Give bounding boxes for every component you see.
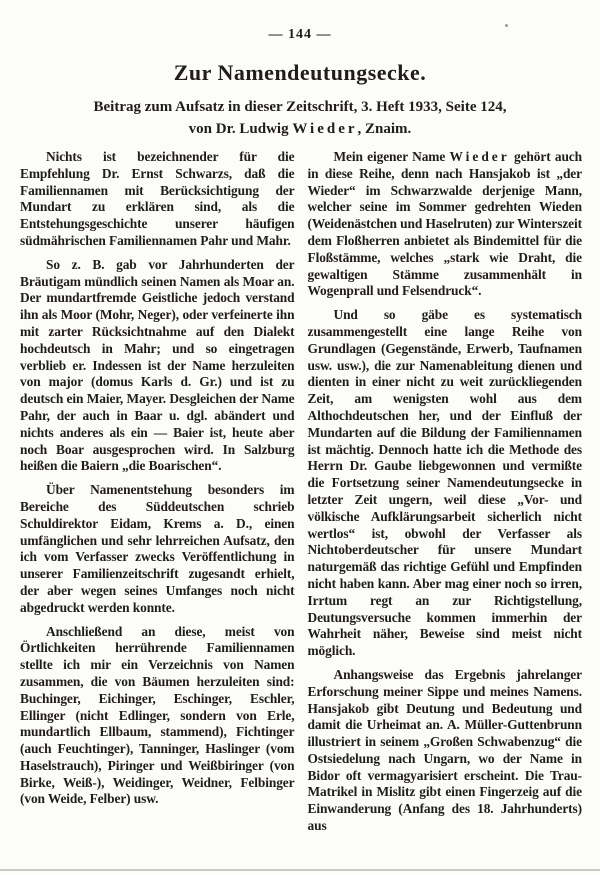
article-byline: [0, 119, 600, 140]
paragraph: [308, 149, 583, 300]
paragraph: Nichts ist bezeichnender für die Empfehlung Dr. Ernst Schwarzs, daß die Familiennamen mit Berücksichtigung der Mundart zu erklären sind, als die Entstehungsgeschichte unserer häufigen südmährischen Familiennamen Pahr und Mahr.: [20, 149, 295, 248]
paragraph: Und so gäbe es systematisch zusammengestellt eine lange Reihe von Grundlagen (Gegenstände, Erwerb, Taufnamen usw. usw.), die zur Namenableitung dienen und dienten in einer nicht zu weit zurückliegenden Zeit, am wenigsten wohl aus dem Althochdeutschen her, und der Einfluß der Mundarten auf die Bildung der Familiennamen ist mächtig. Dennoch hatte ich die Methode des Herrn Dr. Gaube liebgewonnen und vermißte die Fortsetzung seiner Namendeutungsecke in letzter Zeit ungern, weil diese „Vor- und völkische Aufklärungsarbeit sicherlich nicht wertlos“ ist, obwohl der Verfasser als Nichtoberdeutscher für unsere Mundart naturgemäß das richtige Gefühl und Empfinden nicht haben kann. Aber mag einer noch so irren, Irrtum regt an zur Richtigstellung, Deutungsversuche kommen immerhin der Wahrheit näher, Beweise sind meist nicht möglich.: [307, 307, 582, 659]
scan-edge-line: [0, 869, 600, 871]
author-name: Wieder: [292, 121, 358, 137]
paragraph-text: gehört auch in diese Reihe, denn nach Hansjakob ist „der Wieder“ im Schwarzwalde derjenige Mann, welcher seine im Sommer gedrehten Wieden (Weidenästchen und Haselruten) zur Winterszeit dem Floßherren anbietet als Bindemittel für die Floßstämme, welches „stark wie Draht, die gewaltigen Stämme zusammenhält in Wogenprall und Felsendruck“.: [307, 149, 582, 299]
article-subtitle: Beitrag zum Aufsatz in dieser Zeitschrift, 3. Heft 1933, Seite 124,: [93, 99, 507, 115]
scan-artifact-speck: [505, 24, 508, 27]
byline-prefix: von Dr. Ludwig: [188, 121, 293, 137]
article-title: Zur Namendeutungsecke.: [173, 60, 427, 85]
byline-suffix: , Znaim.: [357, 121, 412, 137]
paragraph: So z. B. gab vor Jahrhunderten der Bräutigam mündlich seinen Namen als Moar an. Der mundartfremde Geistliche jedoch verstand ihn als Moor (Mohr, Neger), oder verfeinerte ihn mit zarter Rücksichtnahme auf den Dialekt hochdeutsch in Mahr; und so eingetragen verblieb er. Indessen ist der Name herzuleiten von major (domus Karls d. Gr.) und ist zu deutsch ein Maier, Mayer. Desgleichen der Name Pahr, der auch in Baar u. dgl. abändert und nichts anderes als ein — Baier ist, heute aber noch Boar ausgesprochen wird. In Salzburg heißen die Baiern „die Boarischen“.: [20, 256, 295, 474]
paragraph: Anhangsweise das Ergebnis jahrelanger Erforschung meiner Sippe und meines Namens. Hansjakob gibt Deutung und Bedeutung und damit die Urheimat an. A. Müller-Guttenbrunn illustriert in seinem „Großen Schwabenzug“ die Ostsiedelung nach Ungarn, wo der Name in Bidor oft vermagyarisiert erscheint. Die Trau-Matrikel in Mislitz gibt einen Fingerzeig auf die Einwanderung (Anfang des 18. Jahrhunderts) aus: [307, 666, 582, 834]
page-number: — 144 —: [268, 27, 332, 42]
two-column-body: [0, 140, 600, 835]
paragraph: Anschließend an diese, meist von Örtlichkeiten herrührende Familiennamen stellte ich mir ein Verzeichnis von Namen zusammen, die von Bäumen herzuleiten sind: Buchinger, Eichinger, Eschinger, Eschler, Ellinger (nicht Edlinger, sondern von Erle, mundartlich Ellbaum, stammend), Fichtinger (auch Feuchtinger), Tanninger, Haslinger (vom Haselstrauch), Piringer und Weißbiringer (von Birke, Weiß-), Weidinger, Weidner, Felbinger (von Weide, Felber) usw.: [20, 623, 295, 807]
left-column: [20, 149, 295, 835]
author-name-spaced: Wieder: [449, 149, 510, 164]
paragraph-text: Mein eigener Name: [333, 149, 450, 164]
paragraph: Über Namenentstehung besonders im Bereiche des Süddeutschen schrieb Schuldirektor Eidam, Krems a. D., einen umfänglichen und sehr lehrreichen Aufsatz, den ich vom Verfasser zwecks Veröffentlichung in unserer Familienzeitschrift zugesandt erhielt, der aber wegen seines Umfanges noch nicht abgedruckt werden konnte.: [20, 482, 295, 615]
right-column: [308, 149, 583, 835]
